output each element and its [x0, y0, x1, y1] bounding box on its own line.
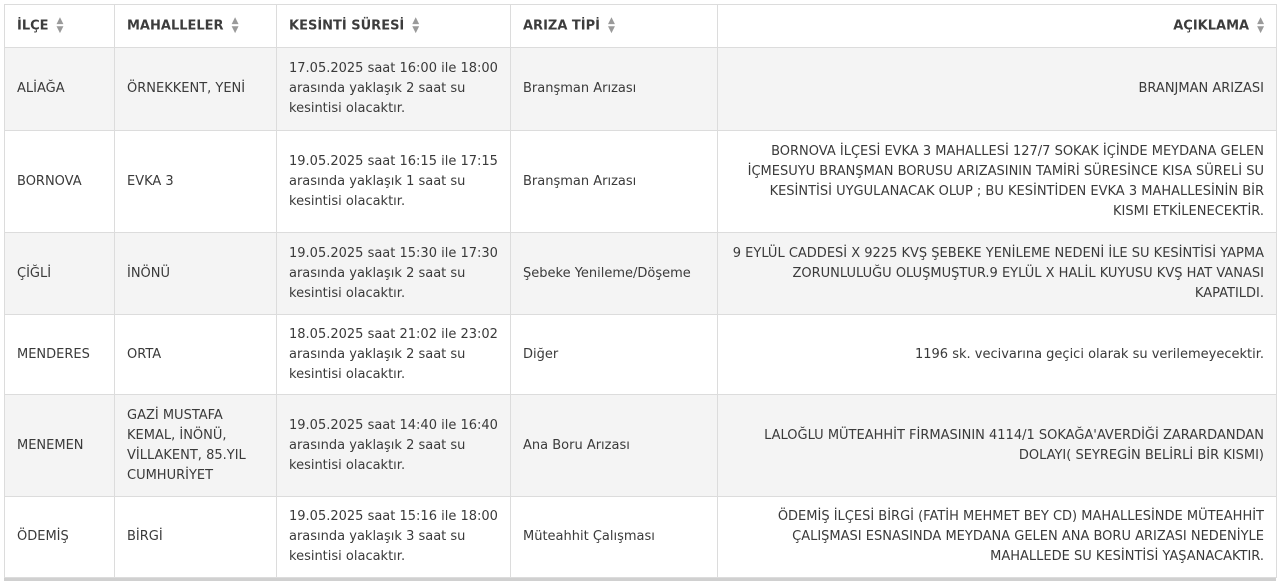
cell-mahalleler: GAZİ MUSTAFA KEMAL, İNÖNÜ, VİLLAKENT, 85.YIL CUMHURİYET — [115, 395, 277, 497]
cell-aciklama: 1196 sk. vecivarına geçici olarak su verilemeyecektir. — [718, 315, 1277, 395]
cell-mahalleler: ORTA — [115, 315, 277, 395]
cell-ariza-tipi: Müteahhit Çalışması — [511, 497, 718, 578]
outage-table-container — [4, 4, 1276, 578]
column-header-ilce[interactable] — [5, 5, 115, 48]
table-row — [5, 497, 1277, 578]
column-label: MAHALLELER — [127, 18, 224, 34]
cell-ariza-tipi: Branşman Arızası — [511, 131, 718, 233]
table-row — [5, 233, 1277, 315]
sort-icon[interactable]: ▲ ▼ — [56, 16, 64, 35]
sort-icon[interactable]: ▲ ▼ — [1257, 16, 1264, 35]
cell-kesinti-suresi: 19.05.2025 saat 15:30 ile 17:30 arasında yaklaşık 2 saat su kesintisi olacaktır. — [277, 233, 511, 315]
table-row — [5, 48, 1277, 131]
column-header-mahalleler[interactable] — [115, 5, 277, 48]
cell-kesinti-suresi: 17.05.2025 saat 16:00 ile 18:00 arasında yaklaşık 2 saat su kesintisi olacaktır. — [277, 48, 511, 131]
cell-aciklama: ÖDEMİŞ İLÇESİ BİRGİ (FATİH MEHMET BEY CD) MAHALLESİNDE MÜTEAHHİT ÇALIŞMASI ESNASINDA MEYDANA GELEN ANA BORU ARIZASI NEDENİYLE MAHALLEDE SU KESİNTİSİ YAŞANACAKTIR. — [718, 497, 1277, 578]
sort-icon[interactable]: ▲ ▼ — [412, 16, 420, 35]
cell-kesinti-suresi: 19.05.2025 saat 15:16 ile 18:00 arasında yaklaşık 3 saat su kesintisi olacaktır. — [277, 497, 511, 578]
cell-mahalleler: BİRGİ — [115, 497, 277, 578]
cell-ariza-tipi: Branşman Arızası — [511, 48, 718, 131]
cell-aciklama: LALOĞLU MÜTEAHHİT FİRMASININ 4114/1 SOKAĞA'AVERDİĞİ ZARARDANDAN DOLAYI( SEYREGİN BELİRLİ BİR KISMI) — [718, 395, 1277, 497]
cell-ilce: MENDERES — [5, 315, 115, 395]
column-label: ARIZA TİPİ — [523, 18, 600, 34]
cell-ariza-tipi: Ana Boru Arızası — [511, 395, 718, 497]
table-bottom-border — [4, 578, 1276, 581]
cell-mahalleler: EVKA 3 — [115, 131, 277, 233]
cell-ilce: ÇİĞLİ — [5, 233, 115, 315]
cell-aciklama: 9 EYLÜL CADDESİ X 9225 KVŞ ŞEBEKE YENİLEME NEDENİ İLE SU KESİNTİSİ YAPMA ZORUNLULUĞU OLUŞMUŞTUR.9 EYLÜL X HALİL KUYUSU KVŞ HAT VANASI KAPATILDI. — [718, 233, 1277, 315]
cell-ilce: ALİAĞA — [5, 48, 115, 131]
cell-kesinti-suresi: 19.05.2025 saat 16:15 ile 17:15 arasında yaklaşık 1 saat su kesintisi olacaktır. — [277, 131, 511, 233]
cell-ilce: ÖDEMİŞ — [5, 497, 115, 578]
outage-table — [4, 4, 1277, 578]
table-row — [5, 131, 1277, 233]
table-row — [5, 395, 1277, 497]
cell-aciklama: BORNOVA İLÇESİ EVKA 3 MAHALLESİ 127/7 SOKAK İÇİNDE MEYDANA GELEN İÇMESUYU BRANŞMAN BORUSU ARIZASININ TAMİRİ SÜRESİNCE KISA SÜRELİ SU KESİNTİSİ UYGULANACAK OLUP ; BU KESİNTİDEN EVKA 3 MAHALLESİNİN BİR KISMI ETKİLENECEKTİR. — [718, 131, 1277, 233]
cell-ilce: BORNOVA — [5, 131, 115, 233]
cell-aciklama: BRANJMAN ARIZASI — [718, 48, 1277, 131]
column-header-ariza-tipi[interactable] — [511, 5, 718, 48]
column-header-aciklama[interactable] — [718, 5, 1277, 48]
cell-kesinti-suresi: 18.05.2025 saat 21:02 ile 23:02 arasında yaklaşık 2 saat su kesintisi olacaktır. — [277, 315, 511, 395]
cell-ariza-tipi: Diğer — [511, 315, 718, 395]
table-header-row — [5, 5, 1277, 48]
table-row — [5, 315, 1277, 395]
sort-icon[interactable]: ▲ ▼ — [608, 16, 615, 35]
cell-mahalleler: ÖRNEKKENT, YENİ — [115, 48, 277, 131]
cell-mahalleler: İNÖNÜ — [115, 233, 277, 315]
sort-icon[interactable]: ▲ ▼ — [231, 16, 239, 35]
cell-ariza-tipi: Şebeke Yenileme/Döşeme — [511, 233, 718, 315]
column-label: AÇIKLAMA — [1173, 18, 1250, 34]
cell-kesinti-suresi: 19.05.2025 saat 14:40 ile 16:40 arasında yaklaşık 2 saat su kesintisi olacaktır. — [277, 395, 511, 497]
column-label: KESİNTİ SÜRESİ — [289, 18, 405, 34]
column-label: İLÇE — [17, 18, 49, 34]
cell-ilce: MENEMEN — [5, 395, 115, 497]
column-header-kesinti-suresi[interactable] — [277, 5, 511, 48]
